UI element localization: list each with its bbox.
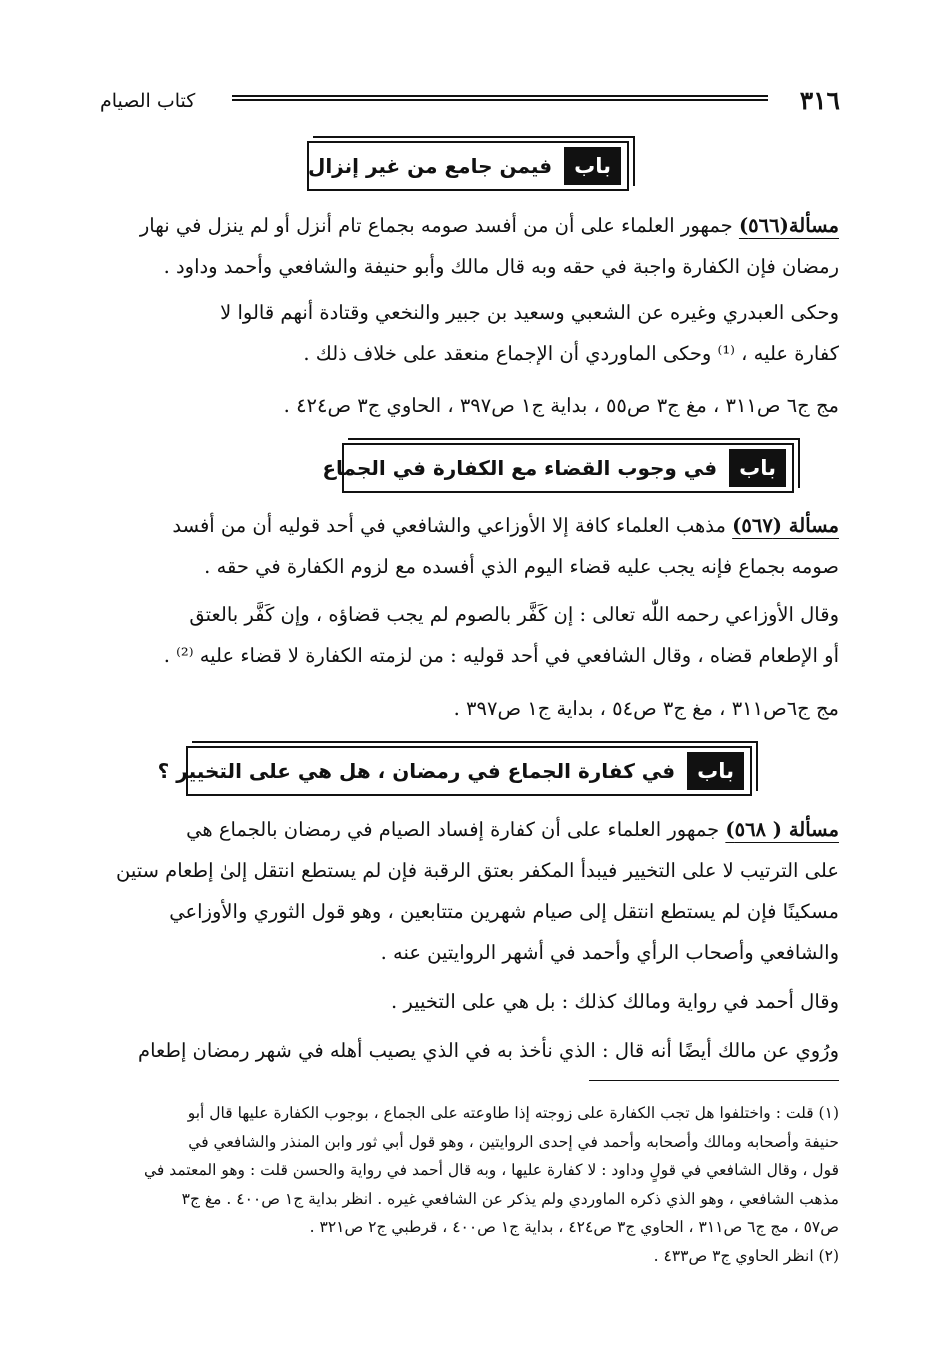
text-line: وحكى العبدري وغيره عن الشعبي وسعيد بن جبير والنخعي وقتادة أنهم قالوا لا (220, 301, 839, 324)
footnote-line: (٢) انظر الحاوي ج٣ ص٤٣٣ . (653, 1246, 839, 1265)
masala-label: مسألة (٥٦٧) (732, 514, 839, 537)
footnote-line: حنيفة وأصحابه ومالك وأصحابه وأحمد في إحدى الروايتين ، وهو قول أبي ثور وابن المنذر والشافعي في (188, 1132, 839, 1151)
paragraph (99, 594, 839, 676)
text-line: كفارة عليه ، ⁽¹⁾ وحكى الماوردي أن الإجماع منعقد على خلاف ذلك . (303, 342, 839, 365)
text-line: والشافعي وأصحاب الرأي وأحمد في أشهر الروايتين عنه . (380, 941, 839, 964)
page-number: ٣١٦ (799, 86, 840, 115)
chapter-heading-box (157, 746, 752, 796)
chapter-title: فيمن جامع من غير إنزال (307, 154, 553, 178)
paragraph (99, 981, 839, 1022)
footnote-line: قول ، وقال الشافعي في قولٍ وداود : لا كفارة عليها ، وبه قال أحمد في رواية والحسن قلت : وهو المعتمد في (143, 1161, 839, 1179)
text-line: مسألة (٥٦٧) مذهب العلماء كافة إلا الأوزاعي والشافعي في أحد قوليه أن من أفسد (172, 514, 839, 537)
chapter-label: باب (687, 752, 744, 790)
paragraph (99, 1030, 839, 1071)
reference-line: مج ج٦ص٣١١ ، مغ ج٣ ص٥٤ ، بداية ج١ ص٣٩٧ . (453, 697, 839, 720)
page-header (100, 84, 840, 118)
text-line: مسألة(٥٦٦) جمهور العلماء على أن من أفسد صومه بجماع تام أنزل أو لم ينزل في نهار (139, 214, 839, 237)
text-line: وقال أحمد في رواية ومالك كذلك : بل هي على التخيير . (391, 990, 839, 1013)
chapter-title: في كفارة الجماع في رمضان ، هل هي على التخيير ؟ (157, 759, 676, 783)
references (99, 688, 839, 729)
running-title: كتاب الصيام (100, 90, 196, 112)
footnotes (99, 1099, 839, 1270)
masala-label: مسألة ( ٥٦٨) (725, 818, 839, 841)
paragraph (99, 292, 839, 374)
footnote-line: مذهب الشافعي ، وهو الذي ذكره الماوردي ولم يذكر عن الشافعي غيره . انظر بداية ج١ ص٤٠٠ . مغ ج٣ (181, 1189, 839, 1208)
text-line: ورُوي عن مالك أيضًا أنه قال : الذي نأخذ به في الذي يصيب أهله في شهر رمضان إطعام (138, 1039, 839, 1062)
footnote-separator (589, 1080, 839, 1081)
masala-label: مسألة(٥٦٦) (738, 214, 839, 237)
text-line: مسكينًا فإن لم يستطع انتقل إلى صيام شهرين متتابعين ، وهو قول الثوري والأوزاعي (169, 900, 839, 923)
masala-paragraph (99, 809, 839, 973)
reference-line: مج ج٦ ص٣١١ ، مغ ج٣ ص٥٥ ، بداية ج١ ص٣٩٧ ، الحاوي ج٣ ص٤٢٤ . (283, 394, 839, 417)
text-line: أو الإطعام قضاه ، وقال الشافعي في أحد قوليه : من لزمته الكفارة لا قضاء عليه ⁽²⁾ . (163, 644, 839, 667)
text-line: وقال الأوزاعي رحمه اللّٰه تعالى : إن كَفَّر بالصوم لم يجب قضاؤه ، وإن كَفَّر بالعتق (189, 603, 839, 626)
chapter-label: باب (564, 147, 621, 185)
chapter-heading-box (307, 141, 629, 191)
text-line: رمضان فإن الكفارة واجبة في حقه وبه قال مالك وأبو حنيفة والشافعي وأحمد وداود . (163, 255, 839, 278)
chapter-label: باب (729, 449, 786, 487)
footnote-line: (١) قلت : واختلفوا هل تجب الكفارة على زوجته إذا طاوعته على الجماع ، بوجوب الكفارة عليها قال أبو (187, 1104, 839, 1122)
chapter-title: في وجوب القضاء مع الكفارة في الجماع (322, 456, 718, 480)
chapter-heading-box (322, 443, 794, 493)
references (99, 385, 839, 426)
text-line: على الترتيب لا على التخيير فيبدأ المكفر بعتق الرقبة فإن لم يستطع انتقل إلىٰ إطعام ستين (115, 859, 839, 882)
text-line: صومه بجماع فإنه يجب عليه قضاء اليوم الذي أفسده مع لزوم الكفارة في حقه . (204, 555, 839, 578)
header-rule (232, 95, 768, 101)
masala-paragraph (99, 505, 839, 587)
text-line: مسألة ( ٥٦٨) جمهور العلماء على أن كفارة إفساد الصيام في رمضان بالجماع هي (186, 818, 839, 841)
footnote-line: ص٥٧ ، مج ج٦ ص٣١١ ، الحاوي ج٣ ص٤٢٤ ، بداية ج١ ص٤٠٠ ، قرطبي ج٢ ص٣٢١ . (309, 1218, 839, 1236)
masala-paragraph (99, 205, 839, 287)
